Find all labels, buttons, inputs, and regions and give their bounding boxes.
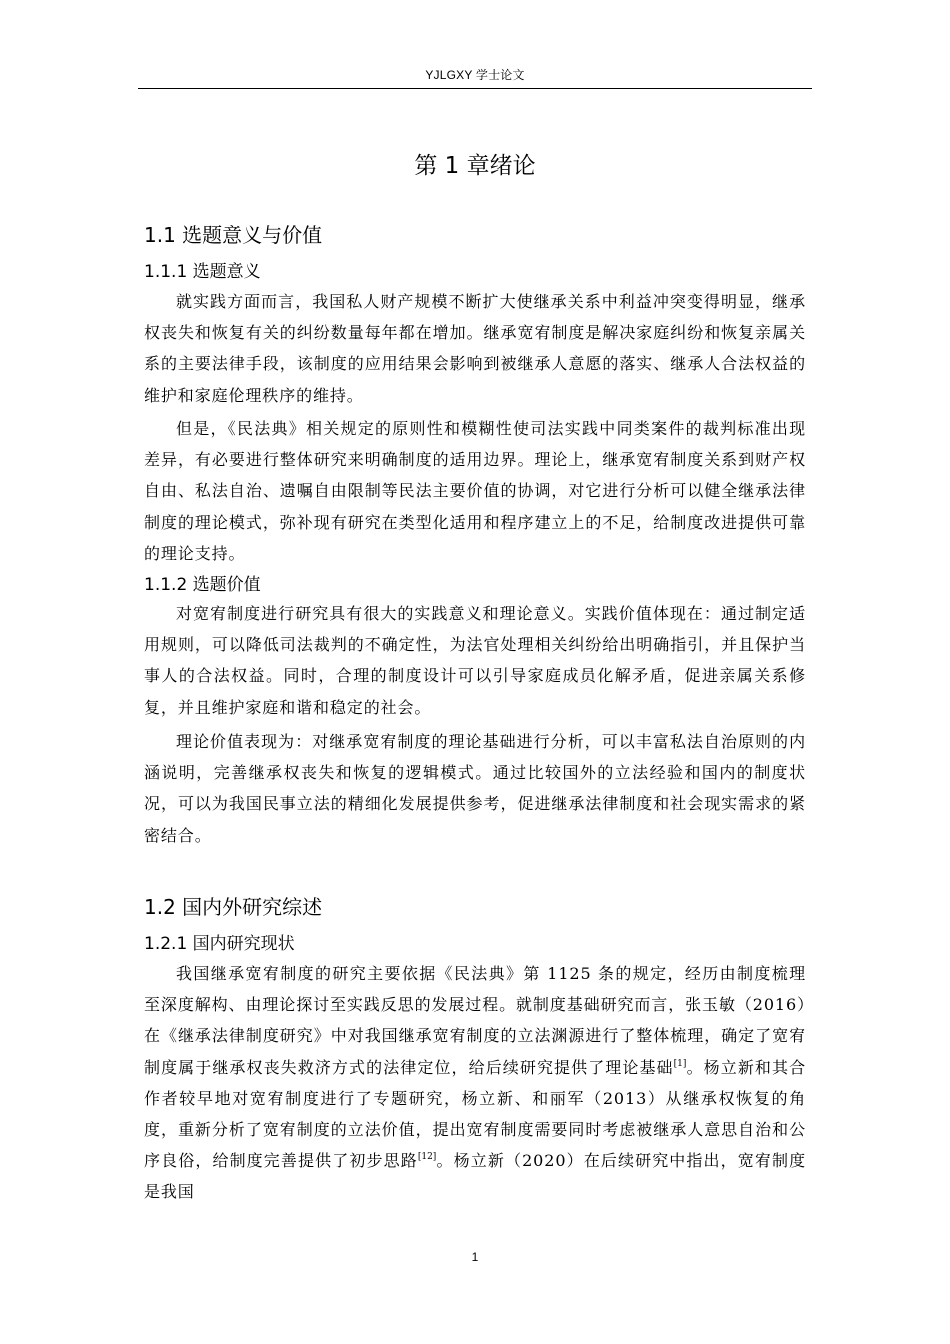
section-heading-1-2: 1.2 国内外研究综述 xyxy=(144,895,323,919)
citation-ref: [1] xyxy=(673,1058,687,1069)
paragraph-1-1-2-b: 理论价值表现为：对继承宽宥制度的理论基础进行分析，可以丰富私法自治原则的内涵说明，完善继承权丧失和恢复的逻辑模式。通过比较国外的立法经验和国内的制度状况，可以为我国民事立法的精细化发展提供参考，促进继承法律制度和社会现实需求的紧密结合。 xyxy=(144,732,806,845)
header-divider xyxy=(138,88,812,89)
section-heading-1-1: 1.1 选题意义与价值 xyxy=(144,223,323,247)
paragraph-1-1-1-a: 就实践方面而言，我国私人财产规模不断扩大使继承关系中利益冲突变得明显，继承权丧失和恢复有关的纠纷数量每年都在增加。继承宽宥制度是解决家庭纠纷和恢复亲属关系的主要法律手段，该制度的应用结果会影响到被继承人意愿的落实、继承人合法权益的维护和家庭伦理秩序的维持。 xyxy=(144,292,806,405)
paragraph-1-1-1-b: 但是，《民法典》相关规定的原则性和模糊性使司法实践中同类案件的裁判标准出现差异，有必要进行整体研究来明确制度的适用边界。理论上，继承宽宥制度关系到财产权自由、私法自治、遗嘱自由限制等民法主要价值的协调，对它进行分析可以健全继承法律制度的理论模式，弥补现有研究在类型化适用和程序建立上的不足，给制度改进提供可靠的理论支持。 xyxy=(144,419,806,563)
paragraph-text: 。杨立新和其合作者较早地对宽宥制度进行了专题研究，杨立新、和丽军（2013）从继承权恢复的角度，重新分析了宽宥制度的立法价值，提出宽宥制度需要同时考虑被继承人意思自治和公序良俗，给制度完善提供了初步思路 xyxy=(144,1057,806,1171)
page-number: 1 xyxy=(471,1250,479,1264)
paragraph-text: 。杨立新（2020）在后续研究中指出，宽宥制度是我国 xyxy=(144,1151,807,1202)
subsection-heading-1-1-2: 1.1.2 选题价值 xyxy=(144,575,261,595)
subsection-heading-1-1-1: 1.1.1 选题意义 xyxy=(144,262,261,282)
paragraph-1-2-1-a xyxy=(144,958,806,1208)
paragraph-1-1-2-a: 对宽宥制度进行研究具有很大的实践意义和理论意义。实践价值体现在：通过制定适用规则，可以降低司法裁判的不确定性，为法官处理相关纠纷给出明确指引，并且保护当事人的合法权益。同时，合理的制度设计可以引导家庭成员化解矛盾，促进亲属关系修复，并且维护家庭和谐和稳定的社会。 xyxy=(144,604,806,717)
chapter-title: 第 1 章绪论 xyxy=(414,153,536,179)
citation-ref: [12] xyxy=(417,1152,437,1163)
paragraph-text: 我国继承宽宥制度的研究主要依据《民法典》第 1125 条的规定，经历由制度梳理至深度解构、由理论探讨至实践反思的发展过程。就制度基础研究而言，张玉敏（2016）在《继承法律制度研究》中对我国继承宽宥制度的立法渊源进行了整体梳理，确定了宽宥制度属于继承权丧失救济方式的法律定位，给后续研究提供了理论基础 xyxy=(144,964,806,1077)
running-header: YJLGXY 学士论文 xyxy=(425,68,525,82)
subsection-heading-1-2-1: 1.2.1 国内研究现状 xyxy=(144,934,295,954)
